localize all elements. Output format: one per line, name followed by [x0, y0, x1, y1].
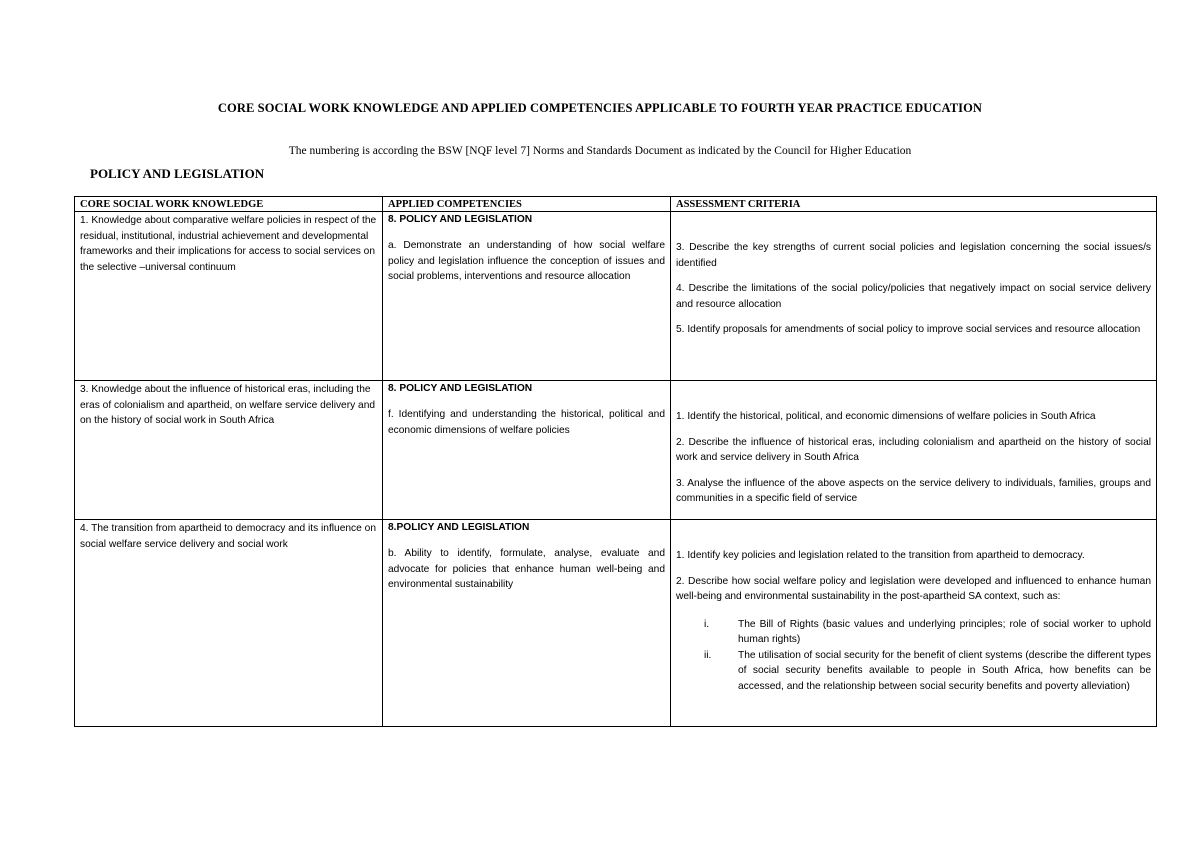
- competency-heading: 8.POLICY AND LEGISLATION: [388, 522, 530, 533]
- table-row: [75, 212, 1157, 381]
- header-competencies: APPLIED COMPETENCIES: [383, 197, 671, 212]
- competency-cell: [383, 520, 671, 727]
- competency-text: b. Ability to identify, formulate, analyse, evaluate and advocate for policies that enhance human well-being and environmental sustainability: [388, 548, 665, 590]
- table-row: [75, 520, 1157, 727]
- competency-text: a. Demonstrate an understanding of how social welfare policy and legislation influence the conception of issues and social problems, interventions and resource allocation: [388, 240, 665, 282]
- sub-criteria-list: [676, 617, 1151, 695]
- list-marker: i.: [704, 618, 710, 630]
- criteria-cell: [671, 212, 1157, 381]
- sub-criterion-text: The Bill of Rights (basic values and underlying principles; role of social worker to uphold human rights): [738, 618, 1151, 645]
- section-heading: POLICY AND LEGISLATION: [90, 166, 265, 181]
- criterion: 2. Describe the influence of historical eras, including colonialism and apartheid on the history of social work and service delivery in South Africa: [676, 436, 1151, 463]
- competency-heading: 8. POLICY AND LEGISLATION: [388, 383, 533, 394]
- competency-cell: [383, 212, 671, 381]
- criterion: 3. Analyse the influence of the above aspects on the service delivery to individuals, families, groups and communities in a specific field of service: [676, 477, 1151, 504]
- criterion: 4. Describe the limitations of the social policy/policies that negatively impact on social service delivery and resource allocation: [676, 283, 1151, 310]
- list-item: [704, 648, 1151, 695]
- competency-text: f. Identifying and understanding the historical, political and economic dimensions of welfare policies: [388, 409, 665, 436]
- sub-criterion-text: The utilisation of social security for the benefit of client systems (describe the different types of social security benefits available to people in South Africa, how benefits can be accessed, and the relationship between social security benefits and poverty alleviation): [738, 649, 1151, 692]
- knowledge-cell: 4. The transition from apartheid to democracy and its influence on social welfare service delivery and social work: [75, 520, 383, 727]
- knowledge-cell: 3. Knowledge about the influence of historical eras, including the eras of colonialism and apartheid, on welfare service delivery and on the history of social work in South Africa: [75, 381, 383, 520]
- competency-table: [74, 196, 1157, 727]
- criterion: 1. Identify key policies and legislation related to the transition from apartheid to democracy.: [676, 550, 1085, 561]
- criterion: 3. Describe the key strengths of current social policies and legislation concerning the social issues/s identified: [676, 242, 1151, 269]
- table-header-row: [75, 197, 1157, 212]
- list-item: [704, 617, 1151, 648]
- document-title: CORE SOCIAL WORK KNOWLEDGE AND APPLIED COMPETENCIES APPLICABLE TO FOURTH YEAR PRACTICE EDUCATION: [217, 101, 983, 115]
- criteria-cell: [671, 381, 1157, 520]
- criterion: 1. Identify the historical, political, and economic dimensions of welfare policies in South Africa: [676, 411, 1096, 422]
- header-knowledge: CORE SOCIAL WORK KNOWLEDGE: [75, 197, 383, 212]
- document-subtitle: The numbering is according the BSW [NQF level 7] Norms and Standards Document as indicated by the Council for Higher Education: [288, 145, 912, 157]
- knowledge-cell: 1. Knowledge about comparative welfare policies in respect of the residual, institutional, industrial achievement and developmental frameworks and their implications for access to social services on the selective –universal continuum: [75, 212, 383, 381]
- criterion: 5. Identify proposals for amendments of social policy to improve social services and resource allocation: [676, 324, 1141, 335]
- competency-heading: 8. POLICY AND LEGISLATION: [388, 214, 533, 225]
- table-row: [75, 381, 1157, 520]
- criteria-cell: [671, 520, 1157, 727]
- criterion: 2. Describe how social welfare policy and legislation were developed and influenced to enhance human well-being and environmental sustainability in the post-apartheid SA context, such as:: [676, 575, 1151, 602]
- list-marker: ii.: [704, 649, 712, 661]
- competency-cell: [383, 381, 671, 520]
- header-criteria: ASSESSMENT CRITERIA: [671, 197, 1157, 212]
